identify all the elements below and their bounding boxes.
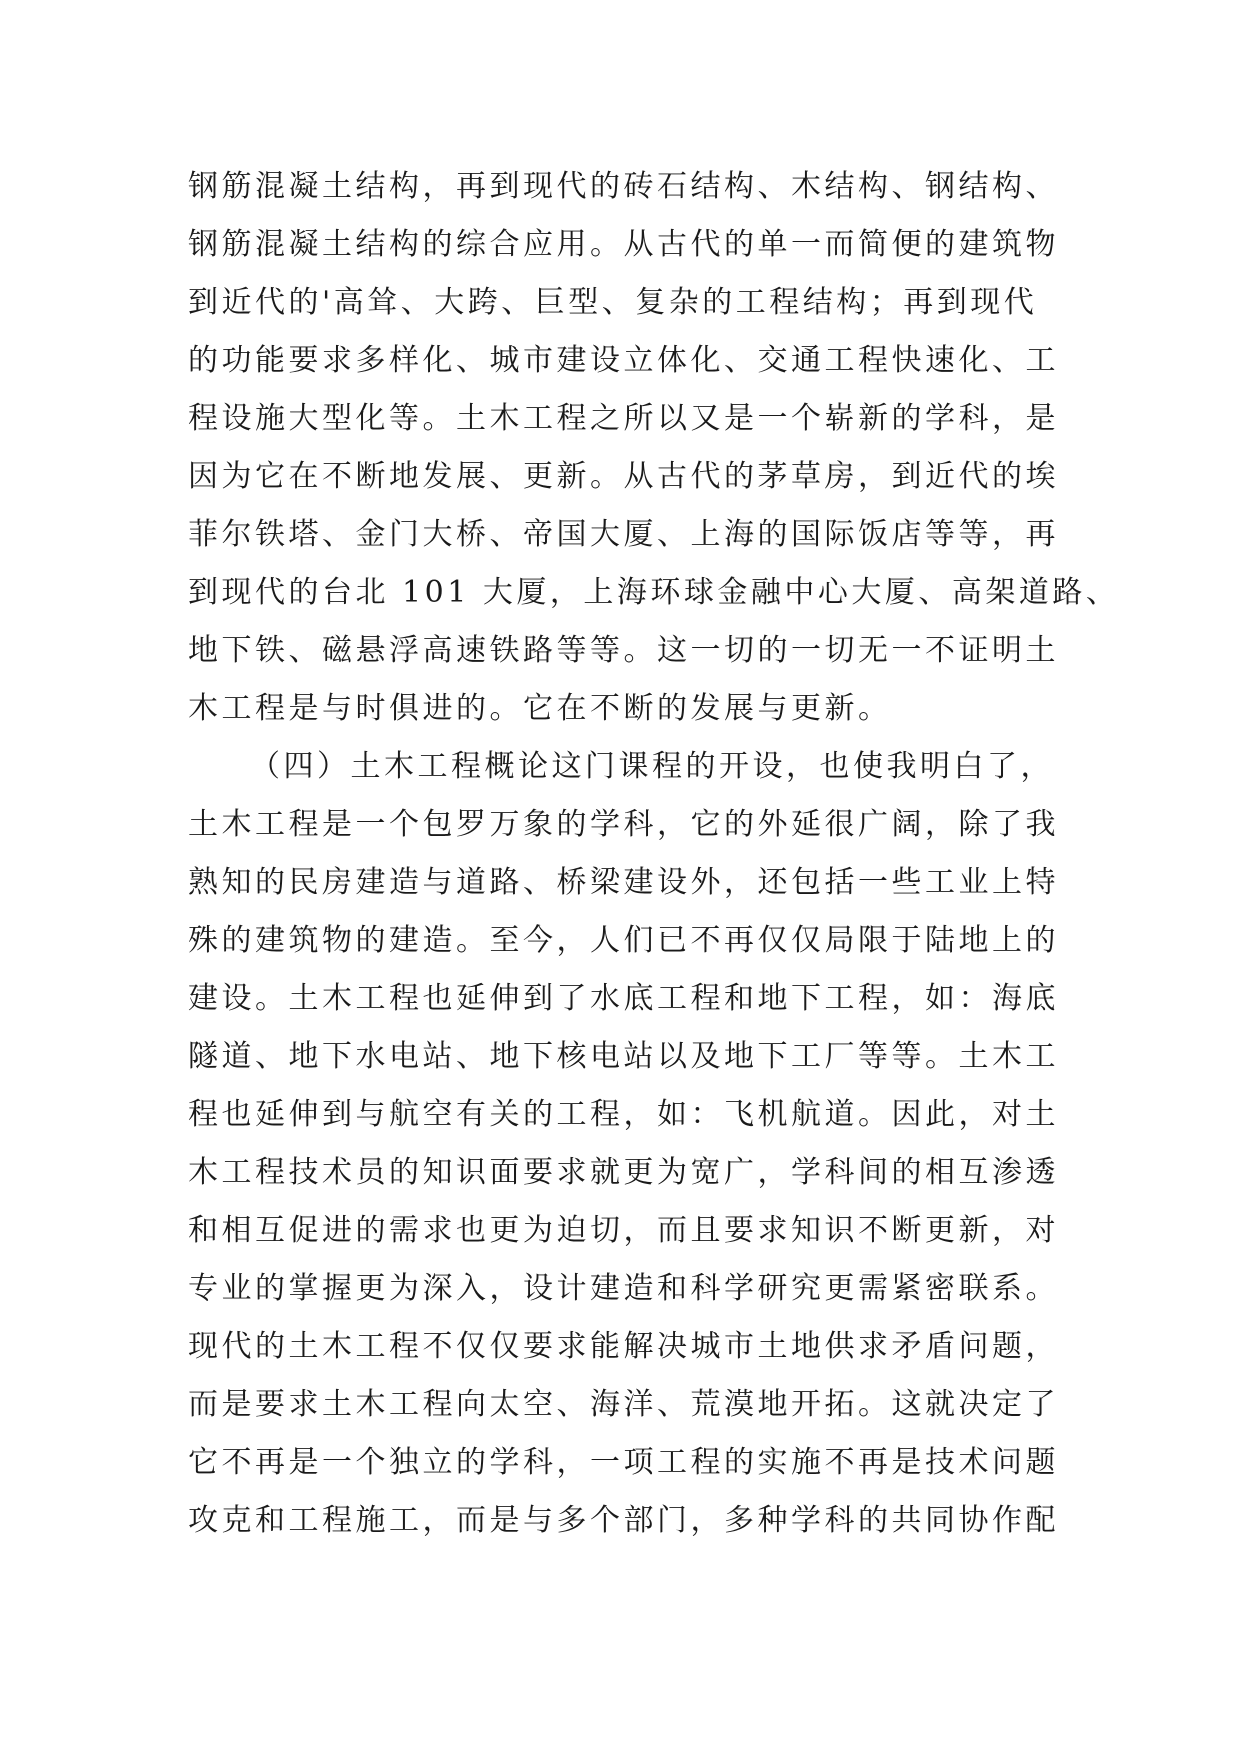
body-text [188, 158, 1120, 1550]
text-line: 因为它在不断地发展、更新。从古代的茅草房，到近代的埃 [188, 459, 1059, 494]
text-line: 程设施大型化等。土木工程之所以又是一个崭新的学科，是 [188, 401, 1059, 436]
text-line: 而是要求土木工程向太空、海洋、荒漠地开拓。这就决定了 [188, 1387, 1059, 1422]
text-line: 专业的掌握更为深入，设计建造和科学研究更需紧密联系。 [188, 1271, 1059, 1306]
section-four-first-line: （四）土木工程概论这门课程的开设，也使我明白了， [250, 749, 1054, 784]
text-line: 的功能要求多样化、城市建设立体化、交通工程快速化、工 [188, 343, 1059, 378]
text-line: 木工程技术员的知识面要求就更为宽广，学科间的相互渗透 [188, 1155, 1059, 1190]
text-line: 和相互促进的需求也更为迫切，而且要求知识不断更新，对 [188, 1213, 1059, 1248]
text-line: 木工程是与时俱进的。它在不断的发展与更新。 [188, 691, 892, 726]
text-line: 土木工程是一个包罗万象的学科，它的外延很广阔，除了我 [188, 807, 1059, 842]
text-line: 殊的建筑物的建造。至今，人们已不再仅仅局限于陆地上的 [188, 923, 1059, 958]
text-line: 程也延伸到与航空有关的工程，如：飞机航道。因此，对土 [188, 1097, 1059, 1132]
text-line: 攻克和工程施工，而是与多个部门，多种学科的共同协作配 [188, 1503, 1059, 1538]
text-line: 钢筋混凝土结构，再到现代的砖石结构、木结构、钢结构、 [188, 169, 1059, 204]
text-line: 到现代的台北 101 大厦，上海环球金融中心大厦、高架道路、 [188, 575, 1120, 610]
text-line: 现代的土木工程不仅仅要求能解决城市土地供求矛盾问题， [188, 1329, 1059, 1364]
text-line: 到近代的'高耸、大跨、巨型、复杂的工程结构；再到现代 [188, 285, 1038, 320]
text-line: 菲尔铁塔、金门大桥、帝国大厦、上海的国际饭店等等，再 [188, 517, 1059, 552]
text-line: 熟知的民房建造与道路、桥梁建设外，还包括一些工业上特 [188, 865, 1059, 900]
text-line: 建设。土木工程也延伸到了水底工程和地下工程，如：海底 [188, 981, 1059, 1016]
text-line: 隧道、地下水电站、地下核电站以及地下工厂等等。土木工 [188, 1039, 1059, 1074]
text-line: 钢筋混凝土结构的综合应用。从古代的单一而简便的建筑物 [188, 227, 1059, 262]
text-line: 它不再是一个独立的学科，一项工程的实施不再是技术问题 [188, 1445, 1059, 1480]
text-line: 地下铁、磁悬浮高速铁路等等。这一切的一切无一不证明土 [188, 633, 1059, 668]
